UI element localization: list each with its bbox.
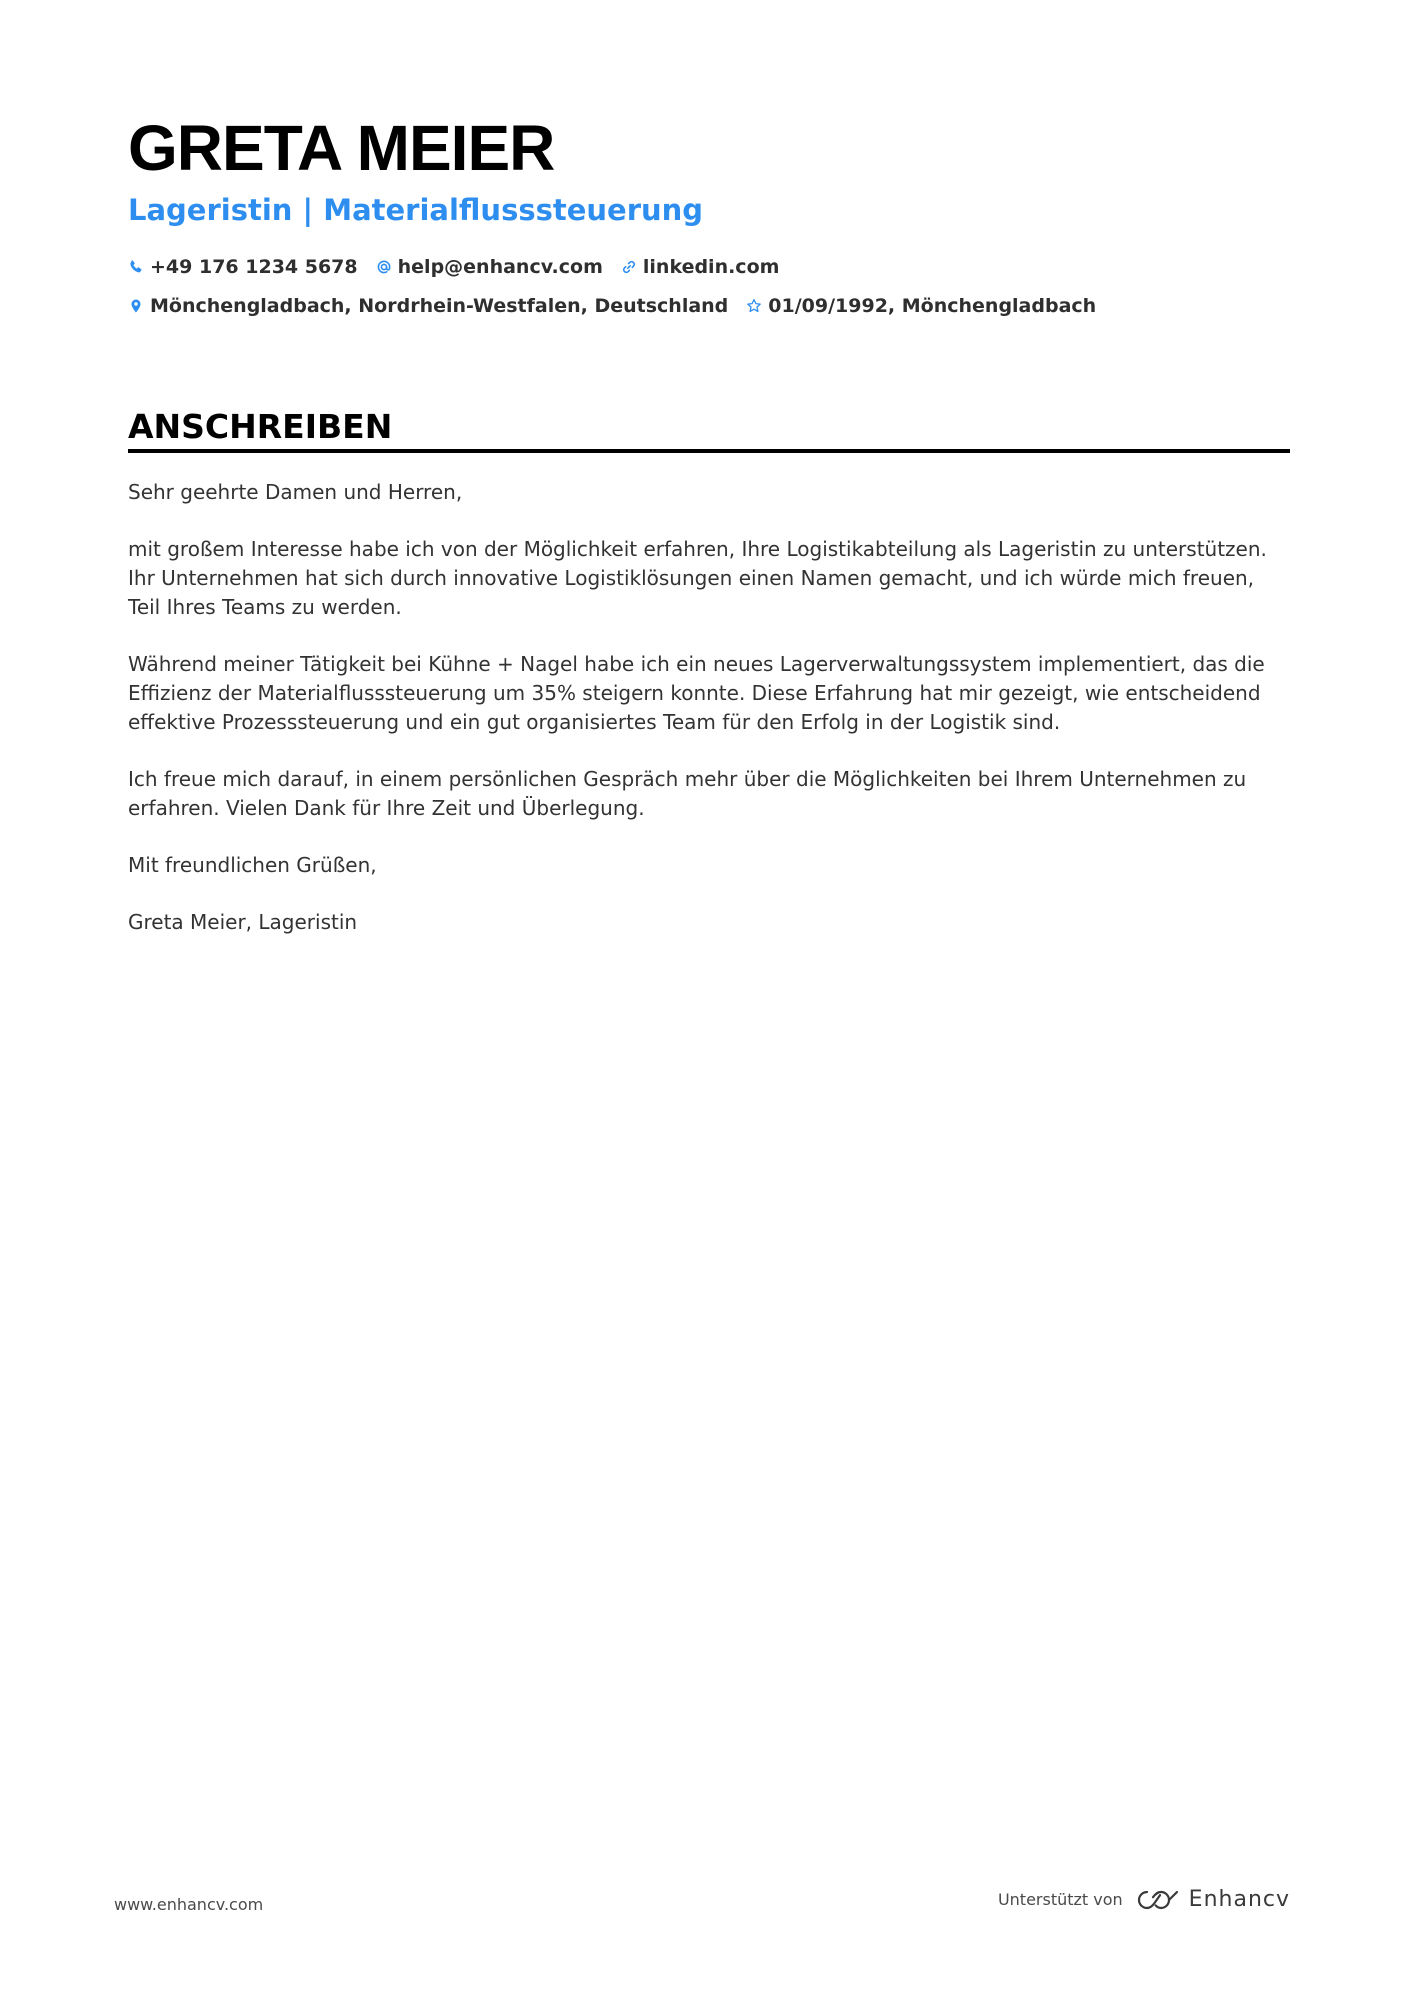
candidate-headline: Lageristin | Materialflusssteuerung (128, 193, 704, 227)
candidate-name: GRETA MEIER (128, 112, 555, 184)
link-icon (621, 259, 637, 275)
contact-email-text[interactable]: help@enhancv.com (397, 256, 603, 278)
at-icon (376, 259, 392, 275)
letter-paragraph-3: Ich freue mich darauf, in einem persönlichen Gespräch mehr über die Möglichkeiten bei Ihrem Unternehmen zu erfahren. Vielen Dank für Ihre Zeit und Überlegung. (128, 767, 1247, 820)
contact-phone-text: +49 176 1234 5678 (150, 256, 358, 278)
brand-name: Enhancv (1188, 1887, 1290, 1912)
contact-linkedin-text[interactable]: linkedin.com (642, 256, 780, 278)
contact-row-2 (128, 292, 1114, 320)
letter-salutation: Sehr geehrte Damen und Herren, (128, 480, 463, 504)
location-pin-icon (128, 298, 144, 314)
contact-birth-text: 01/09/1992, Mönchengladbach (768, 295, 1097, 317)
contact-location-text: Mönchengladbach, Nordrhein-Westfalen, Deutschland (150, 295, 729, 317)
letter-body (128, 478, 1290, 965)
letter-paragraph-2: Während meiner Tätigkeit bei Kühne + Nagel habe ich ein neues Lagerverwaltungssystem implementiert, das die Effizienz der Materialflusssteuerung um 35% steigern konnte. Diese Erfahrung hat mir gezeigt, wie entscheidend effektive Prozesssteuerung und ein gut organisiertes Team für den Erfolg in der Logistik sind. (128, 652, 1265, 734)
section-title: ANSCHREIBEN (128, 407, 393, 446)
contact-phone (128, 253, 358, 281)
contact-location (128, 292, 728, 320)
footer-website[interactable]: www.enhancv.com (114, 1895, 264, 1914)
footer-branding[interactable] (998, 1886, 1290, 1914)
letter-signature: Greta Meier, Lageristin (128, 910, 358, 934)
letter-paragraph-1: mit großem Interesse habe ich von der Möglichkeit erfahren, Ihre Logistikabteilung als Lageristin zu unterstützen. Ihr Unternehmen hat sich durch innovative Logistiklösungen einen Namen gemacht, und ich würde mich freuen, Teil Ihres Teams zu werden. (128, 537, 1267, 619)
enhancv-logo-icon (1135, 1887, 1181, 1913)
contact-email[interactable] (376, 253, 603, 281)
contact-linkedin[interactable] (621, 253, 780, 281)
star-icon (746, 298, 762, 314)
section-divider (128, 449, 1290, 453)
powered-by-label: Unterstützt von (997, 1890, 1123, 1909)
phone-icon (128, 259, 144, 275)
letter-closing: Mit freundlichen Grüßen, (128, 853, 377, 877)
contact-row-1 (128, 253, 797, 281)
contact-birth (746, 292, 1096, 320)
